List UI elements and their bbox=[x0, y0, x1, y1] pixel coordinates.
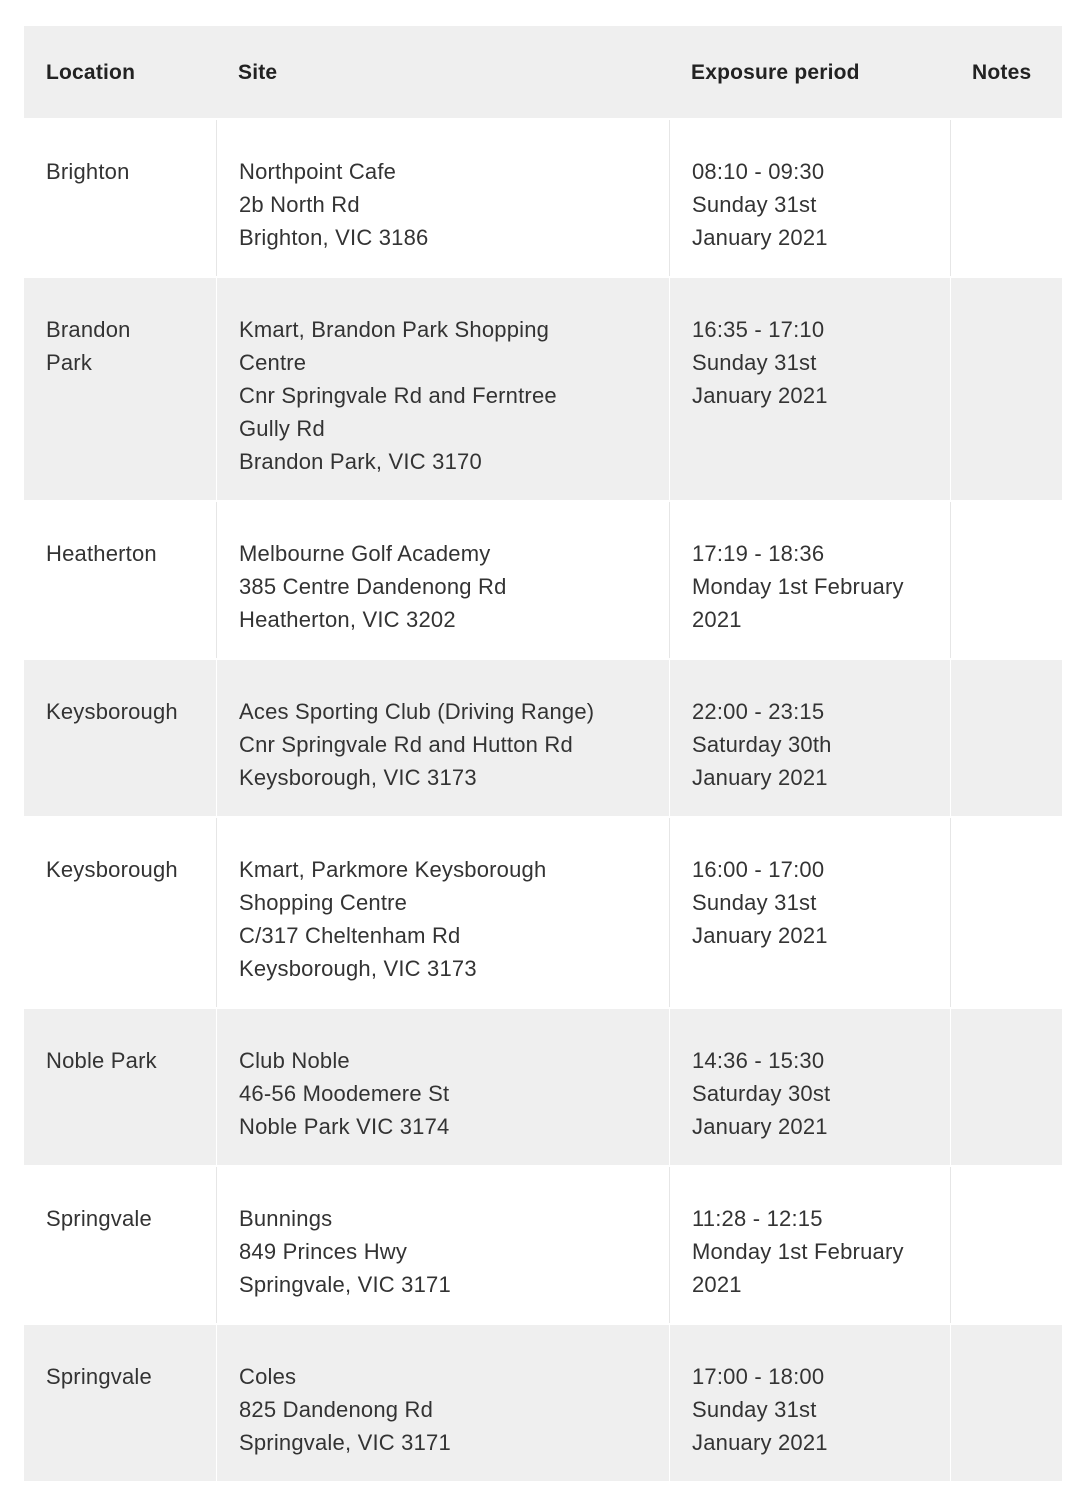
header-notes: Notes bbox=[972, 61, 1032, 84]
table-row bbox=[24, 1009, 1062, 1167]
site-cell-line: 385 Centre Dandenong Rd bbox=[239, 574, 507, 599]
site-cell bbox=[216, 660, 669, 816]
table-header-row bbox=[24, 26, 1062, 120]
site-cell bbox=[216, 502, 669, 658]
exposure-period-cell-line: Sunday 31st bbox=[692, 1397, 817, 1422]
exposure-period-cell-line: Saturday 30th bbox=[692, 732, 832, 757]
site-cell bbox=[216, 278, 669, 500]
site-cell-line: Cnr Springvale Rd and Hutton Rd bbox=[239, 732, 573, 757]
exposure-period-cell-line: 16:35 - 17:10 bbox=[692, 317, 825, 342]
notes-cell bbox=[950, 818, 1062, 1007]
exposure-period-cell-line: January 2021 bbox=[692, 383, 828, 408]
site-cell-line: Bunnings bbox=[239, 1206, 333, 1231]
site-cell-line: Springvale, VIC 3171 bbox=[239, 1272, 451, 1297]
exposure-period-cell-line: January 2021 bbox=[692, 225, 828, 250]
location-cell bbox=[24, 120, 216, 276]
location-cell bbox=[24, 1009, 216, 1165]
site-cell-line: Northpoint Cafe bbox=[239, 159, 397, 184]
site-cell-line: Centre bbox=[239, 350, 307, 375]
notes-cell bbox=[950, 278, 1062, 500]
exposure-period-cell bbox=[669, 120, 950, 276]
table-row bbox=[24, 502, 1062, 660]
site-cell bbox=[216, 1325, 669, 1481]
exposure-period-cell bbox=[669, 1167, 950, 1323]
exposure-period-cell-line: 22:00 - 23:15 bbox=[692, 699, 825, 724]
site-cell-line: 849 Princes Hwy bbox=[239, 1239, 408, 1264]
site-cell-line: Springvale, VIC 3171 bbox=[239, 1430, 451, 1455]
table-row bbox=[24, 1167, 1062, 1325]
exposure-period-cell-line: 14:36 - 15:30 bbox=[692, 1048, 825, 1073]
header-location: Location bbox=[46, 61, 136, 84]
exposure-period-cell-line: Sunday 31st bbox=[692, 192, 817, 217]
site-cell bbox=[216, 818, 669, 1007]
notes-cell bbox=[950, 1325, 1062, 1481]
header-exposure-period: Exposure period bbox=[691, 61, 860, 84]
site-cell bbox=[216, 1167, 669, 1323]
site-cell-line: Club Noble bbox=[239, 1048, 350, 1073]
location-cell-line: Brandon bbox=[46, 317, 131, 342]
location-cell-line: Springvale bbox=[46, 1206, 152, 1231]
exposure-period-cell bbox=[669, 1325, 950, 1481]
location-cell bbox=[24, 818, 216, 1007]
site-cell-line: Heatherton, VIC 3202 bbox=[239, 607, 456, 632]
notes-cell bbox=[950, 1167, 1062, 1323]
location-cell bbox=[24, 1167, 216, 1323]
exposure-period-cell-line: 17:19 - 18:36 bbox=[692, 541, 825, 566]
notes-cell bbox=[950, 120, 1062, 276]
site-cell-line: Gully Rd bbox=[239, 416, 325, 441]
site-cell-line: C/317 Cheltenham Rd bbox=[239, 923, 461, 948]
site-cell-line: Kmart, Parkmore Keysborough bbox=[239, 857, 547, 882]
exposure-sites-table bbox=[24, 26, 1062, 1483]
header-site: Site bbox=[238, 61, 278, 84]
exposure-period-cell-line: 17:00 - 18:00 bbox=[692, 1364, 825, 1389]
location-cell-line: Park bbox=[46, 350, 93, 375]
site-cell-line: 46-56 Moodemere St bbox=[239, 1081, 450, 1106]
site-cell bbox=[216, 120, 669, 276]
notes-cell bbox=[950, 660, 1062, 816]
exposure-period-cell-line: 11:28 - 12:15 bbox=[692, 1206, 823, 1231]
site-cell-line: 2b North Rd bbox=[239, 192, 360, 217]
site-cell-line: Noble Park VIC 3174 bbox=[239, 1114, 450, 1139]
site-cell-line: Kmart, Brandon Park Shopping bbox=[239, 317, 550, 342]
exposure-period-cell-line: Monday 1st February bbox=[692, 1239, 904, 1264]
exposure-period-cell-line: January 2021 bbox=[692, 1430, 828, 1455]
table-row bbox=[24, 1325, 1062, 1483]
notes-cell bbox=[950, 1009, 1062, 1165]
site-cell-line: Aces Sporting Club (Driving Range) bbox=[239, 699, 595, 724]
exposure-period-cell bbox=[669, 502, 950, 658]
site-cell-line: Coles bbox=[239, 1364, 297, 1389]
location-cell-line: Heatherton bbox=[46, 541, 157, 566]
exposure-period-cell-line: Saturday 30st bbox=[692, 1081, 831, 1106]
table-row bbox=[24, 818, 1062, 1009]
location-cell bbox=[24, 278, 216, 500]
exposure-period-cell-line: 08:10 - 09:30 bbox=[692, 159, 825, 184]
location-cell-line: Springvale bbox=[46, 1364, 152, 1389]
site-cell-line: Brandon Park, VIC 3170 bbox=[239, 449, 482, 474]
table-body bbox=[24, 120, 1062, 1483]
site-cell-line: Brighton, VIC 3186 bbox=[239, 225, 429, 250]
location-cell bbox=[24, 660, 216, 816]
site-cell-line: 825 Dandenong Rd bbox=[239, 1397, 434, 1422]
location-cell-line: Noble Park bbox=[46, 1048, 157, 1073]
exposure-period-cell-line: Monday 1st February bbox=[692, 574, 904, 599]
site-cell-line: Keysborough, VIC 3173 bbox=[239, 956, 477, 981]
location-cell-line: Keysborough bbox=[46, 857, 178, 882]
exposure-period-cell-line: 2021 bbox=[692, 607, 742, 632]
site-cell bbox=[216, 1009, 669, 1165]
table-row bbox=[24, 660, 1062, 818]
location-cell bbox=[24, 1325, 216, 1481]
table-row bbox=[24, 120, 1062, 278]
exposure-period-cell-line: January 2021 bbox=[692, 923, 828, 948]
location-cell bbox=[24, 502, 216, 658]
exposure-period-cell bbox=[669, 278, 950, 500]
exposure-period-cell bbox=[669, 1009, 950, 1165]
site-cell-line: Keysborough, VIC 3173 bbox=[239, 765, 477, 790]
exposure-period-cell-line: January 2021 bbox=[692, 765, 828, 790]
location-cell-line: Keysborough bbox=[46, 699, 178, 724]
site-cell-line: Shopping Centre bbox=[239, 890, 408, 915]
site-cell-line: Cnr Springvale Rd and Ferntree bbox=[239, 383, 557, 408]
exposure-period-cell-line: Sunday 31st bbox=[692, 890, 817, 915]
site-cell-line: Melbourne Golf Academy bbox=[239, 541, 491, 566]
notes-cell bbox=[950, 502, 1062, 658]
table-row bbox=[24, 278, 1062, 502]
exposure-period-cell-line: Sunday 31st bbox=[692, 350, 817, 375]
exposure-period-cell-line: 2021 bbox=[692, 1272, 742, 1297]
exposure-period-cell-line: 16:00 - 17:00 bbox=[692, 857, 825, 882]
location-cell-line: Brighton bbox=[46, 159, 130, 184]
exposure-period-cell bbox=[669, 660, 950, 816]
exposure-period-cell-line: January 2021 bbox=[692, 1114, 828, 1139]
exposure-period-cell bbox=[669, 818, 950, 1007]
